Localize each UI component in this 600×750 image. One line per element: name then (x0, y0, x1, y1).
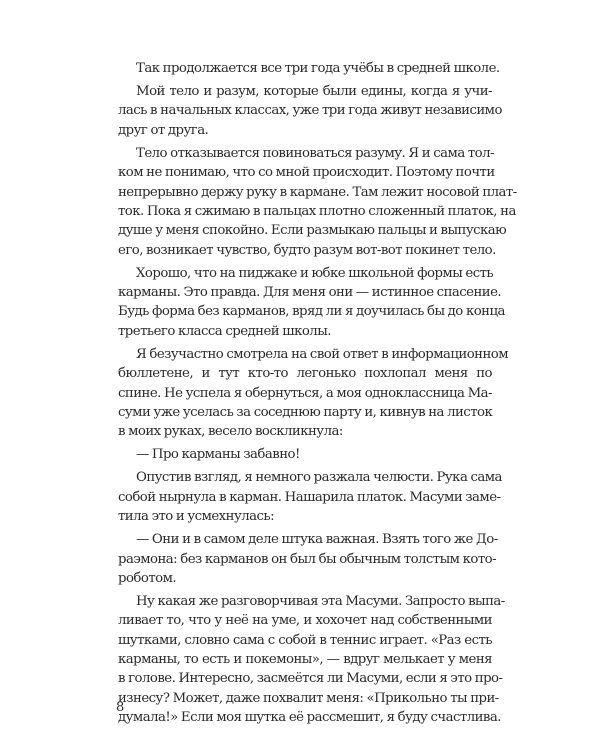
text-line: его, возникает чувство, будто разум вот-вот покинет тело. (118, 242, 496, 258)
text-line: Хорошо, что на пиджаке и юбке школьной формы есть (136, 265, 494, 281)
text-line: душе у меня спокойно. Если размыкаю пальцы и выпускаю (118, 223, 507, 239)
page-number: 8 (116, 700, 125, 715)
text-line: шутками, словно сама с собой в теннис играет. «Раз есть (118, 632, 492, 648)
text-line: — Про карманы забавно! (136, 447, 300, 463)
text-line: изнесу? Может, даже похвалит меня: «Прикольно ты при- (118, 690, 499, 706)
text-line: третьего класса средней школы. (118, 323, 331, 339)
text-line: Ну какая же разговорчивая эта Масуми. Запросто выпа- (136, 593, 505, 609)
text-line: лась в начальных классах, уже три года живут независимо (118, 103, 502, 119)
text-line: думала!» Если моя шутка её рассмешит, я буду счастлива. (118, 710, 501, 726)
text-line: бюллетене, и тут кто-то легонько похлопал меня по (118, 366, 492, 382)
text-line: ток. Пока я сжимаю в пальцах плотно сложенный платок, на (118, 203, 516, 219)
text-line: роботом. (118, 570, 177, 586)
text-line: карманы. Это правда. Для меня они — истинное спасение. (118, 285, 502, 301)
text-line: Тело отказывается повиноваться разуму. Я и сама тол- (136, 145, 494, 161)
text-line: Будь форма без карманов, вряд ли я доучилась бы до конца (118, 304, 505, 320)
body-text (118, 59, 517, 728)
text-line: Так продолжается все три года учёбы в средней школе. (136, 61, 500, 76)
text-line: суми уже уселась за соседнюю парту и, кивнув на листок (118, 405, 493, 421)
text-line: спине. Не успела я обернуться, а моя одноклассница Ма- (118, 385, 492, 401)
text-line: Мой тело и разум, которые были едины, когда я учи- (136, 83, 492, 99)
text-line: ливает то, что у неё на уме, и хохочет над собственными (118, 613, 492, 629)
text-line: Я безучастно смотрела на свой ответ в информационном (136, 346, 509, 362)
text-line: в голове. Интересно, засмеётся ли Масуми, если я это про- (118, 671, 503, 687)
text-line: друг от друга. (118, 122, 209, 138)
text-line: раэмона: без карманов он был бы обычным толстым кото- (118, 551, 497, 567)
text-line: — Они и в самом деле штука важная. Взять того же До- (136, 532, 498, 548)
text-line: в моих руках, весело воскликнула: (118, 424, 343, 440)
text-line: тила это и усмехнулась: (118, 509, 275, 525)
text-line: ком не понимаю, что со мной происходит. Поэтому почти (118, 165, 495, 181)
text-line: карманы, то есть и покемоны», — вдруг мелькает у меня (118, 652, 492, 668)
text-line: непрерывно держу руку в кармане. Там лежит носовой плат- (118, 184, 517, 200)
text-line: Опустив взгляд, я немного разжала челюсти. Рука сама (136, 470, 502, 486)
text-line: собой нырнула в карман. Нашарила платок. Масуми заме- (118, 489, 501, 505)
